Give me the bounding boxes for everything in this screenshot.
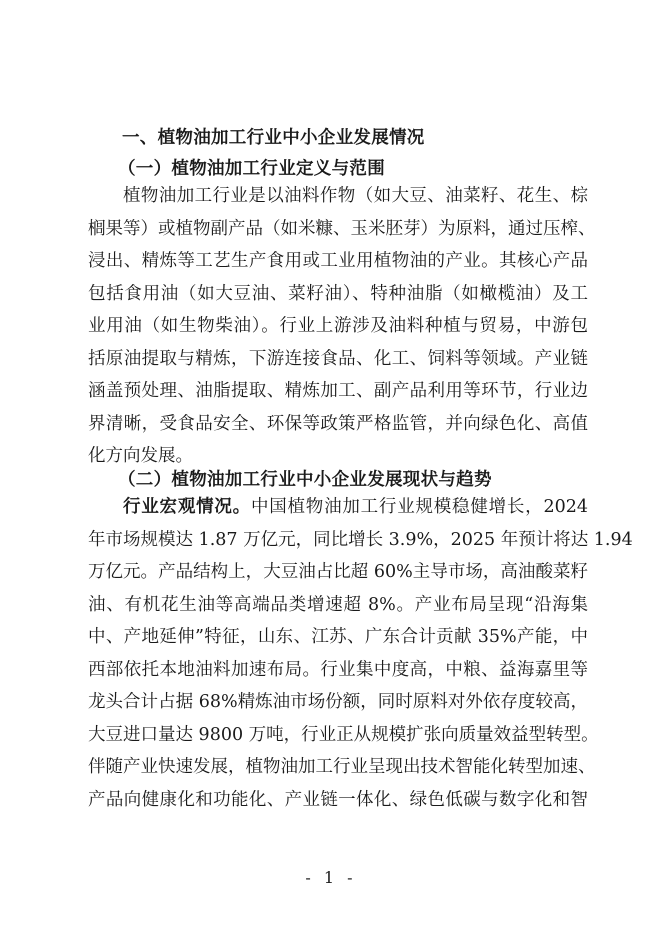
paragraph-line: 年市场规模达 1.87 万亿元，同比增长 3.9%，2025 年预计将达 1.94 [88,529,633,550]
page-number: - 1 - [305,868,357,887]
paragraph-line: 浸出、精炼等工艺生产食用或工业用植物油的产业。其核心产品 [88,251,588,271]
paragraph-line: 榈果等）或植物副产品（如米糠、玉米胚芽）为原料，通过压榨、 [88,218,596,239]
lead-phrase: 行业宏观情况。 [123,497,251,517]
paragraph-line: 龙头合计占据 68%精炼油市场份额，同时原料对外依存度较高， [88,692,588,712]
section-heading-definition: （一）植物油加工行业定义与范围 [118,159,385,179]
definition-paragraph [88,180,596,473]
paragraph-first-line [88,491,588,524]
paragraph-line: 产品向健康化和功能化、产业链一体化、绿色低碳与数字化和智 [88,789,588,810]
paragraph-line: 业用油（如生物柴油）。行业上游涉及油料种植与贸易，中游包 [88,316,588,336]
paragraph-line: 伴随产业快速发展，植物油加工行业呈现出技术智能化转型加速、 [88,757,596,777]
paragraph-line: 西部依托本地油料加速布局。行业集中度高，中粮、益海嘉里等 [88,659,588,680]
paragraph-line: 万亿元。产品结构上，大豆油占比超 60%主导市场，高油酸菜籽 [88,562,588,582]
paragraph-line: 中、产地延伸”特征，山东、江苏、广东合计贡献 35%产能，中 [88,627,588,647]
status-paragraph [88,491,633,816]
section-heading-status: （二）植物油加工行业中小企业发展现状与趋势 [118,470,492,490]
paragraph-line: 化方向发展。 [88,446,193,466]
paragraph-line: 包括食用油（如大豆油、菜籽油）、特种油脂（如橄榄油）及工 [88,283,588,304]
paragraph-line: 植物油加工行业是以油料作物（如大豆、油菜籽、花生、棕 [123,186,588,206]
paragraph-line: 界清晰，受食品安全、环保等政策严格监管，并向绿色化、高值 [88,413,588,434]
paragraph-line: 涵盖预处理、油脂提取、精炼加工、副产品利用等环节，行业边 [88,381,588,401]
chapter-heading: 一、植物油加工行业中小企业发展情况 [122,128,425,148]
paragraph-line-text: 中国植物油加工行业规模稳健增长，2024 [250,497,588,517]
paragraph-line: 油、有机花生油等高端品类增速超 8%。产业布局呈现“沿海集 [88,594,588,615]
paragraph-line: 括原油提取与精炼，下游连接食品、化工、饲料等领域。产业链 [88,348,588,369]
paragraph-line: 大豆进口量达 9800 万吨，行业正从规模扩张向质量效益型转型。 [88,724,599,745]
